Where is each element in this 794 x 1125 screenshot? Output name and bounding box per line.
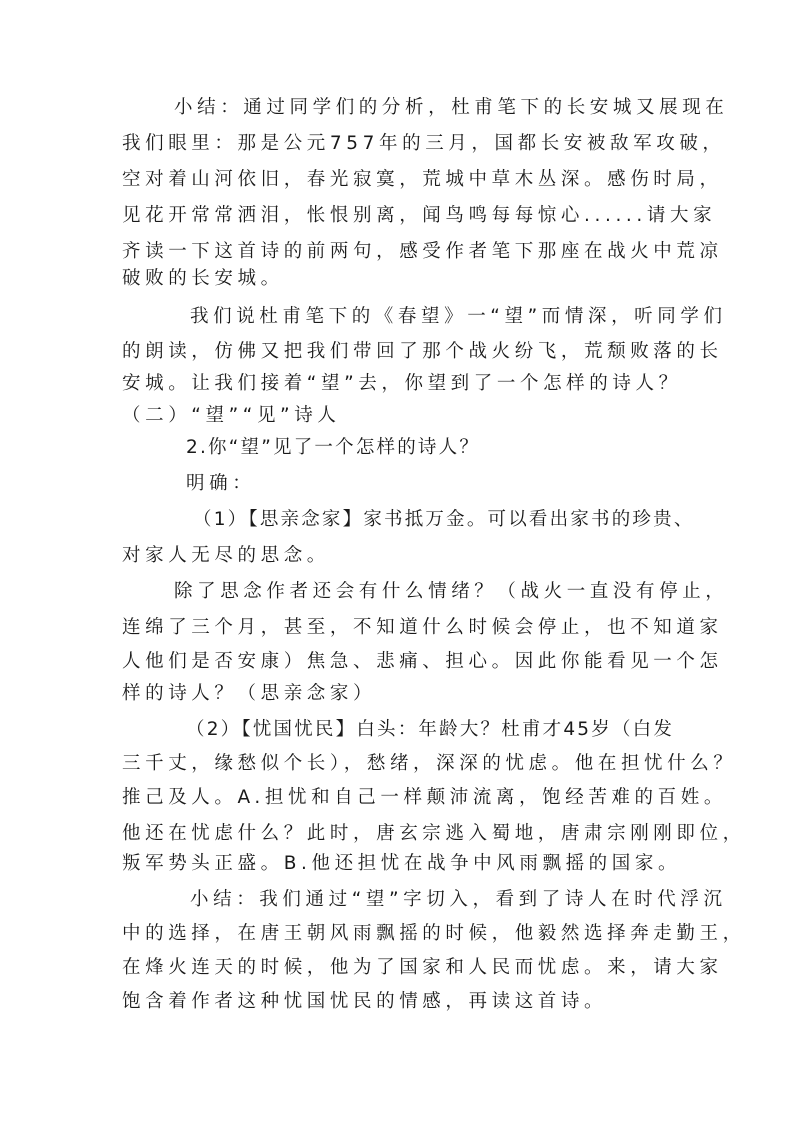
text-line: 对家人无尽的思念。 (122, 545, 330, 566)
text-line: 我们说杜甫笔下的《春望》一“望”而情深，听同学们 (190, 306, 727, 327)
text-line: 中的选择，在唐王朝风雨飘摇的时候，他毅然选择奔走勤王， (122, 923, 746, 944)
text-line: 叛军势头正盛。B.他还担忧在战争中风雨飘摇的国家。 (122, 853, 682, 874)
text-line: 样的诗人？（思亲念家） (122, 683, 377, 704)
text-line: 三千丈，缘愁似个长），愁绪，深深的忧虑。他在担忧什么？ (122, 753, 737, 774)
text-line: 的朗读，仿佛又把我们带回了那个战火纷飞，荒颓败落的长 (122, 341, 723, 362)
text-line: 人他们是否安康）焦急、悲痛、担心。因此你能看见一个怎 (122, 651, 723, 672)
text-line: （1）【思亲念家】家书抵万金。可以看出家书的珍贵、 (193, 509, 695, 530)
text-line: 空对着山河依旧，春光寂寞，荒城中草木丛深。感伤时局， (122, 169, 723, 190)
text-line: 饱含着作者这种忧国忧民的情感，再读这首诗。 (122, 991, 608, 1012)
section-heading: （二）“望”“见”诗人 (122, 405, 341, 426)
text-line: 小结：我们通过“望”字切入，看到了诗人在时代浮沉 (190, 889, 727, 910)
text-line: 连绵了三个月，甚至，不知道什么时候会停止，也不知道家 (122, 617, 723, 638)
text-line: 推己及人。A.担忧和自己一样颠沛流离，饱经苦难的百姓。 (122, 787, 727, 808)
text-line: 安城。让我们接着“望”去，你望到了一个怎样的诗人？ (122, 373, 682, 394)
text-line: 破败的长安城。 (122, 268, 284, 289)
text-line: 他还在忧虑什么？此时，唐玄宗逃入蜀地，唐肃宗刚刚即位， (122, 823, 746, 844)
text-line: 见花开常常洒泪，怅恨别离，闻鸟鸣每每惊心......请大家 (122, 205, 717, 226)
text-line: 在烽火连天的时候，他为了国家和人民而忧虑。来，请大家 (122, 957, 723, 978)
text-line: 小结：通过同学们的分析，杜甫笔下的长安城又展现在 (174, 97, 729, 118)
text-line: （2）【忧国忧民】白头：年龄大？杜甫才45岁（白发 (186, 719, 675, 740)
clarify-label: 明确： (186, 473, 256, 494)
text-line: 齐读一下这首诗的前两句，感受作者笔下那座在战火中荒凉 (122, 241, 723, 262)
text-line: 我们眼里：那是公元757年的三月，国都长安被敌军攻破， (122, 133, 726, 154)
question-line: 2.你“望”见了一个怎样的诗人？ (186, 437, 481, 458)
text-line: 除了思念作者还会有什么情绪？（战火一直没有停止， (174, 581, 729, 602)
